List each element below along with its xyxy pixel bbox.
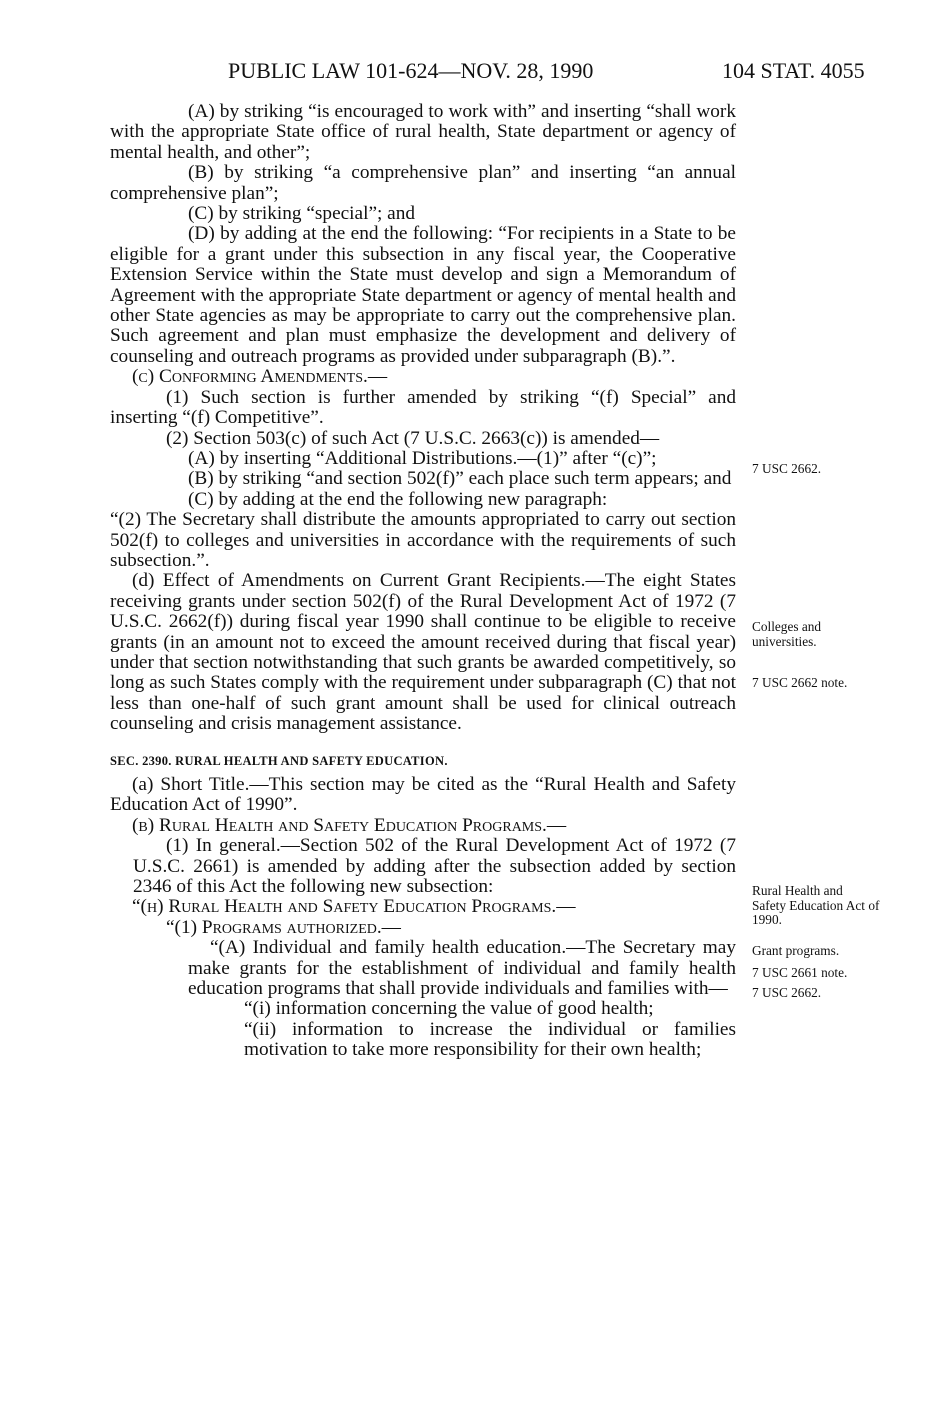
header-stat-page: 104 STAT. 4055 <box>722 58 865 83</box>
statute-body <box>110 102 736 1061</box>
subsection-c-heading: (c) Conforming Amendments.— <box>132 366 388 388</box>
paragraph-D-memorandum: (D) by adding at the end the following: “For recipients in a State to be eligible for a grant under this subsection in any fiscal year, the Cooperative Extension Service within the State must develop and sign a Memorandum of Agreement with the appropriate State department or agency of mental health and other State agencies as may be appropriate to carry out the comprehensive plan. Such agreement and plan must emphasize the development and delivery of counseling and outreach programs as provided under subparagraph (B).”. <box>110 223 736 367</box>
paragraph-A-additional-distributions: (A) by inserting “Additional Distributions.—(1)” after “(c)”; <box>188 447 657 469</box>
paragraph-B-plan: (B) by striking “a comprehensive plan” and inserting “an annual comprehensive plan”; <box>110 162 736 204</box>
paragraph-C-special: (C) by striking “special”; and <box>188 203 416 225</box>
running-header <box>0 58 947 88</box>
margin-note-colleges: Colleges and universities. <box>752 619 822 649</box>
paragraph-A-individual-family-health: “(A) Individual and family health education.—The Secretary may make grants for the establishment of individual and family health education programs that shall provide individuals and families with— <box>188 937 736 1000</box>
subsection-a-short-title: (a) Short Title.—This section may be cited as the “Rural Health and Safety Education Act of 1990”. <box>110 774 736 816</box>
subsection-h-heading: “(h) Rural Health and Safety Education Programs.— <box>132 896 576 918</box>
clause-ii-motivation: “(ii) information to increase the individual or families motivation to take more responsibility for their own health; <box>244 1018 736 1061</box>
margin-note-7-usc-2662: 7 USC 2662. <box>752 461 822 476</box>
paragraph-A-striking: (A) by striking “is encouraged to work with” and inserting “shall work with the appropriate State office of rural health, State department or agency of mental health, and other”; <box>110 101 736 163</box>
paragraph-2-section-503: (2) Section 503(c) of such Act (7 U.S.C. 2663(c)) is amended— <box>166 427 660 449</box>
subsection-b-heading: (b) Rural Health and Safety Education Programs.— <box>132 814 567 836</box>
margin-note-rural-health-act: Rural Health and Safety Education Act of 1990. <box>752 883 880 927</box>
paragraph-1-competitive: (1) Such section is further amended by striking “(f) Special” and inserting “(f) Competitive”. <box>110 386 736 429</box>
margin-note-7-usc-2661-note: 7 USC 2661 note. <box>752 965 848 980</box>
paragraph-2-secretary-distribute: “(2) The Secretary shall distribute the amounts appropriated to carry out section 502(f) to colleges and universities in accordance with the requirements of such subsection.”. <box>110 509 736 571</box>
margin-note-grant-programs: Grant programs. <box>752 943 840 958</box>
header-law-citation: PUBLIC LAW 101-624—NOV. 28, 1990 <box>228 58 594 83</box>
paragraph-1-in-general: (1) In general.—Section 502 of the Rural Development Act of 1972 (7 U.S.C. 2661) is amended by adding after the subsection added by section 2346 of this Act the following new subsection: <box>133 835 736 898</box>
paragraph-C-new-paragraph: (C) by adding at the end the following new paragraph: <box>188 488 608 510</box>
margin-note-7-usc-2662-b: 7 USC 2662. <box>752 985 822 1000</box>
subsection-d-effect-of-amendments: (d) Effect of Amendments on Current Grant Recipients.—The eight States receiving grants under section 502(f) of the Rural Development Act of 1972 (7 U.S.C. 2662(f)) during fiscal year 1990 shall continue to be eligible to receive grants (in an amount not to exceed the amount received during that fiscal year) under that section notwithstanding that such grants be awarded competitively, so long as such States comply with the requirement under subparagraph (C) that not less than one-half of such grant amount shall be used for clinical outreach counseling and crisis management assistance. <box>110 570 736 735</box>
paragraph-B-section-502f: (B) by striking “and section 502(f)” each place such term appears; and <box>188 468 732 490</box>
margin-note-7-usc-2662-note: 7 USC 2662 note. <box>752 675 848 690</box>
paragraph-1-programs-authorized: “(1) Programs authorized.— <box>166 916 401 938</box>
section-2390-heading: SEC. 2390. RURAL HEALTH AND SAFETY EDUCATION. <box>110 753 448 768</box>
clause-i-good-health: “(i) information concerning the value of good health; <box>244 998 654 1020</box>
